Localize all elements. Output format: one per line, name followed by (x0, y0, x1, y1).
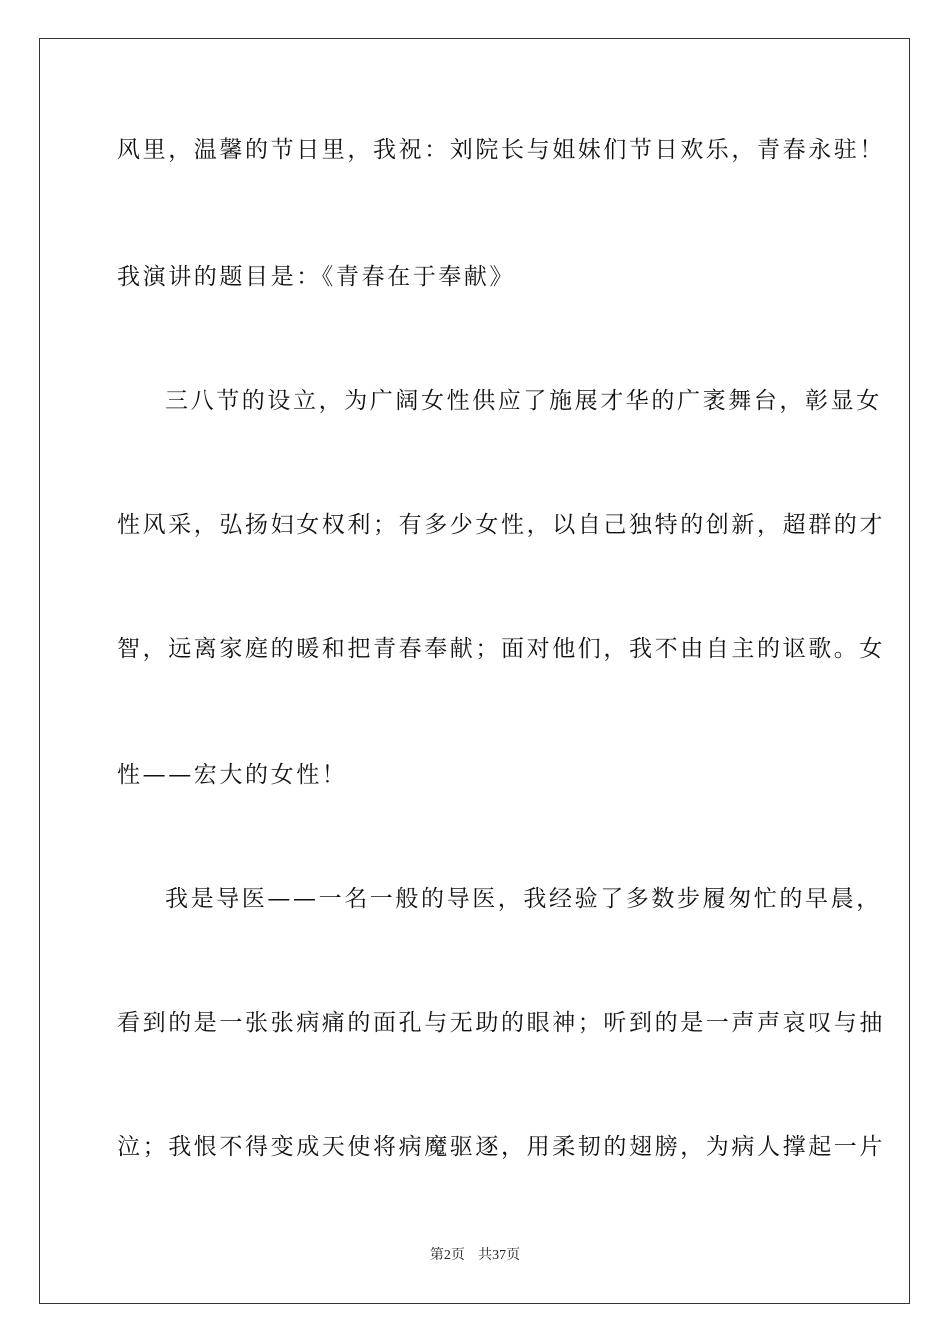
page-suffix: 页 (450, 1247, 465, 1263)
text-line-5: 智，远离家庭的暖和把青春奉献；面对他们，我不由自主的讴歌。女 (117, 636, 885, 662)
total-prefix: 共 (478, 1247, 493, 1263)
text-line-8: 看到的是一张张病痛的面孔与无助的眼神；听到的是一声声哀叹与抽 (117, 1010, 885, 1036)
total-suffix: 页 (506, 1247, 521, 1263)
text-line-3: 三八节的设立，为广阔女性供应了施展才华的广袤舞台，彰显女 (165, 388, 882, 414)
text-line-1: 风里，温馨的节日里，我祝：刘院长与姐妹们节日欢乐，青春永驻！ (117, 137, 885, 163)
total-pages: 37 (492, 1248, 507, 1263)
text-line-9: 泣；我恨不得变成天使将病魔驱逐，用柔韧的翅膀，为病人撑起一片 (117, 1134, 885, 1160)
text-line-4: 性风采，弘扬妇女权利；有多少女性，以自己独特的创新，超群的才 (117, 512, 885, 538)
text-line-6: 性——宏大的女性！ (117, 762, 348, 788)
page-number: 2 (443, 1248, 451, 1263)
text-line-7: 我是导医——一名一般的导医，我经验了多数步履匆忙的早晨， (165, 886, 882, 912)
page-prefix: 第 (429, 1247, 444, 1263)
page-border (39, 38, 910, 1304)
page-footer (0, 1245, 950, 1266)
text-line-2: 我演讲的题目是：《青春在于奉献》 (117, 264, 516, 290)
